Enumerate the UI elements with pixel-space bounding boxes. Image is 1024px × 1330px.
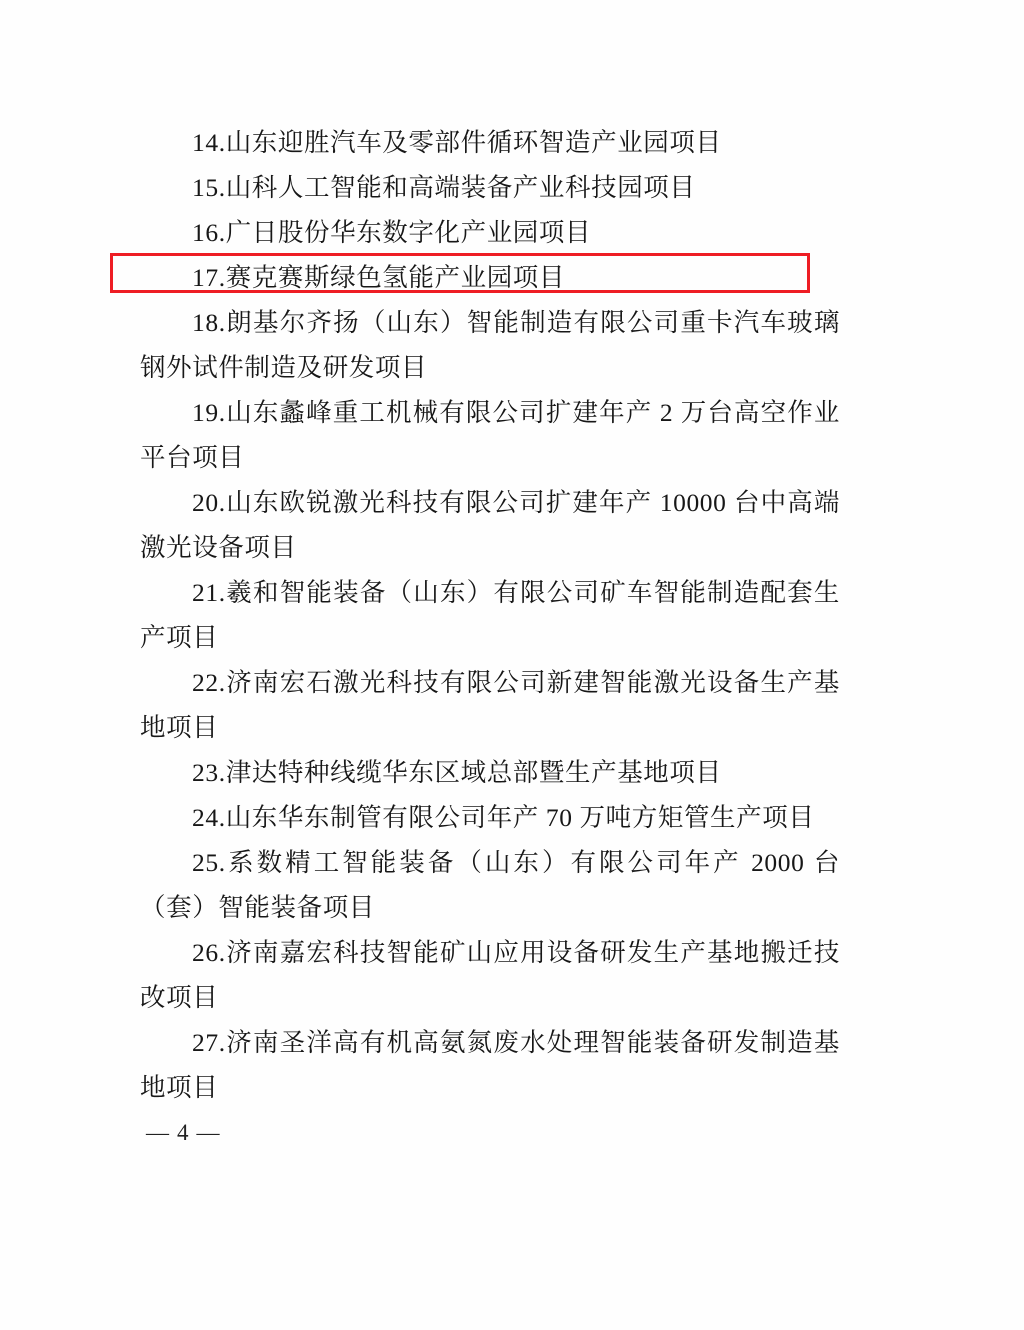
list-item-number: 20. bbox=[192, 488, 226, 517]
list-item bbox=[140, 480, 840, 570]
list-item-number: 16. bbox=[192, 218, 226, 247]
list-item-text: 山科人工智能和高端装备产业科技园项目 bbox=[225, 173, 696, 202]
list-item bbox=[140, 750, 840, 795]
list-item-text: 朗基尔齐扬（山东）智能制造有限公司重卡汽车玻璃钢外试件制造及研发项目 bbox=[140, 308, 840, 382]
list-item-text: 山东欧锐激光科技有限公司扩建年产 10000 台中高端激光设备项目 bbox=[140, 488, 840, 562]
list-item-text: 津达特种线缆华东区域总部暨生产基地项目 bbox=[225, 758, 722, 787]
list-item-number: 19. bbox=[192, 398, 226, 427]
list-item bbox=[140, 930, 840, 1020]
footer-left-dash: — bbox=[146, 1120, 171, 1145]
list-item-number: 25. bbox=[192, 848, 226, 877]
list-item bbox=[140, 840, 840, 930]
list-item-highlighted bbox=[140, 255, 840, 300]
list-item-number: 24. bbox=[192, 803, 226, 832]
list-item bbox=[140, 660, 840, 750]
list-item-text: 济南圣洋高有机高氨氮废水处理智能装备研发制造基地项目 bbox=[140, 1028, 840, 1102]
list-item-number: 22. bbox=[192, 668, 226, 697]
list-item-number: 15. bbox=[192, 173, 226, 202]
list-item-text: 山东迎胜汽车及零部件循环智造产业园项目 bbox=[225, 128, 722, 157]
list-item-text: 系数精工智能装备（山东）有限公司年产 2000 台（套）智能装备项目 bbox=[140, 848, 840, 922]
list-item bbox=[140, 210, 840, 255]
list-item-number: 17. bbox=[192, 263, 226, 292]
list-item-text: 山东华东制管有限公司年产 70 万吨方矩管生产项目 bbox=[225, 803, 815, 832]
document-body bbox=[140, 120, 840, 1110]
list-item-text: 羲和智能装备（山东）有限公司矿车智能制造配套生产项目 bbox=[140, 578, 840, 652]
list-item bbox=[140, 1020, 840, 1110]
list-item-text: 山东蠡峰重工机械有限公司扩建年产 2 万台高空作业平台项目 bbox=[140, 398, 840, 472]
page-number: 4 bbox=[177, 1120, 191, 1145]
page-footer bbox=[140, 1120, 840, 1146]
list-item bbox=[140, 120, 840, 165]
list-item bbox=[140, 795, 840, 840]
list-item-number: 18. bbox=[192, 308, 226, 337]
list-item bbox=[140, 390, 840, 480]
list-item-number: 21. bbox=[192, 578, 226, 607]
list-item-number: 23. bbox=[192, 758, 226, 787]
list-item-number: 14. bbox=[192, 128, 226, 157]
list-item-number: 27. bbox=[192, 1028, 226, 1057]
list-item bbox=[140, 300, 840, 390]
list-item bbox=[140, 570, 840, 660]
list-item-text: 广日股份华东数字化产业园项目 bbox=[225, 218, 592, 247]
list-item-text: 济南宏石激光科技有限公司新建智能激光设备生产基地项目 bbox=[140, 668, 840, 742]
list-item-number: 26. bbox=[192, 938, 226, 967]
list-item bbox=[140, 165, 840, 210]
list-item-text: 济南嘉宏科技智能矿山应用设备研发生产基地搬迁技改项目 bbox=[140, 938, 840, 1012]
footer-right-dash: — bbox=[196, 1120, 222, 1145]
list-item-text: 赛克赛斯绿色氢能产业园项目 bbox=[225, 263, 565, 292]
